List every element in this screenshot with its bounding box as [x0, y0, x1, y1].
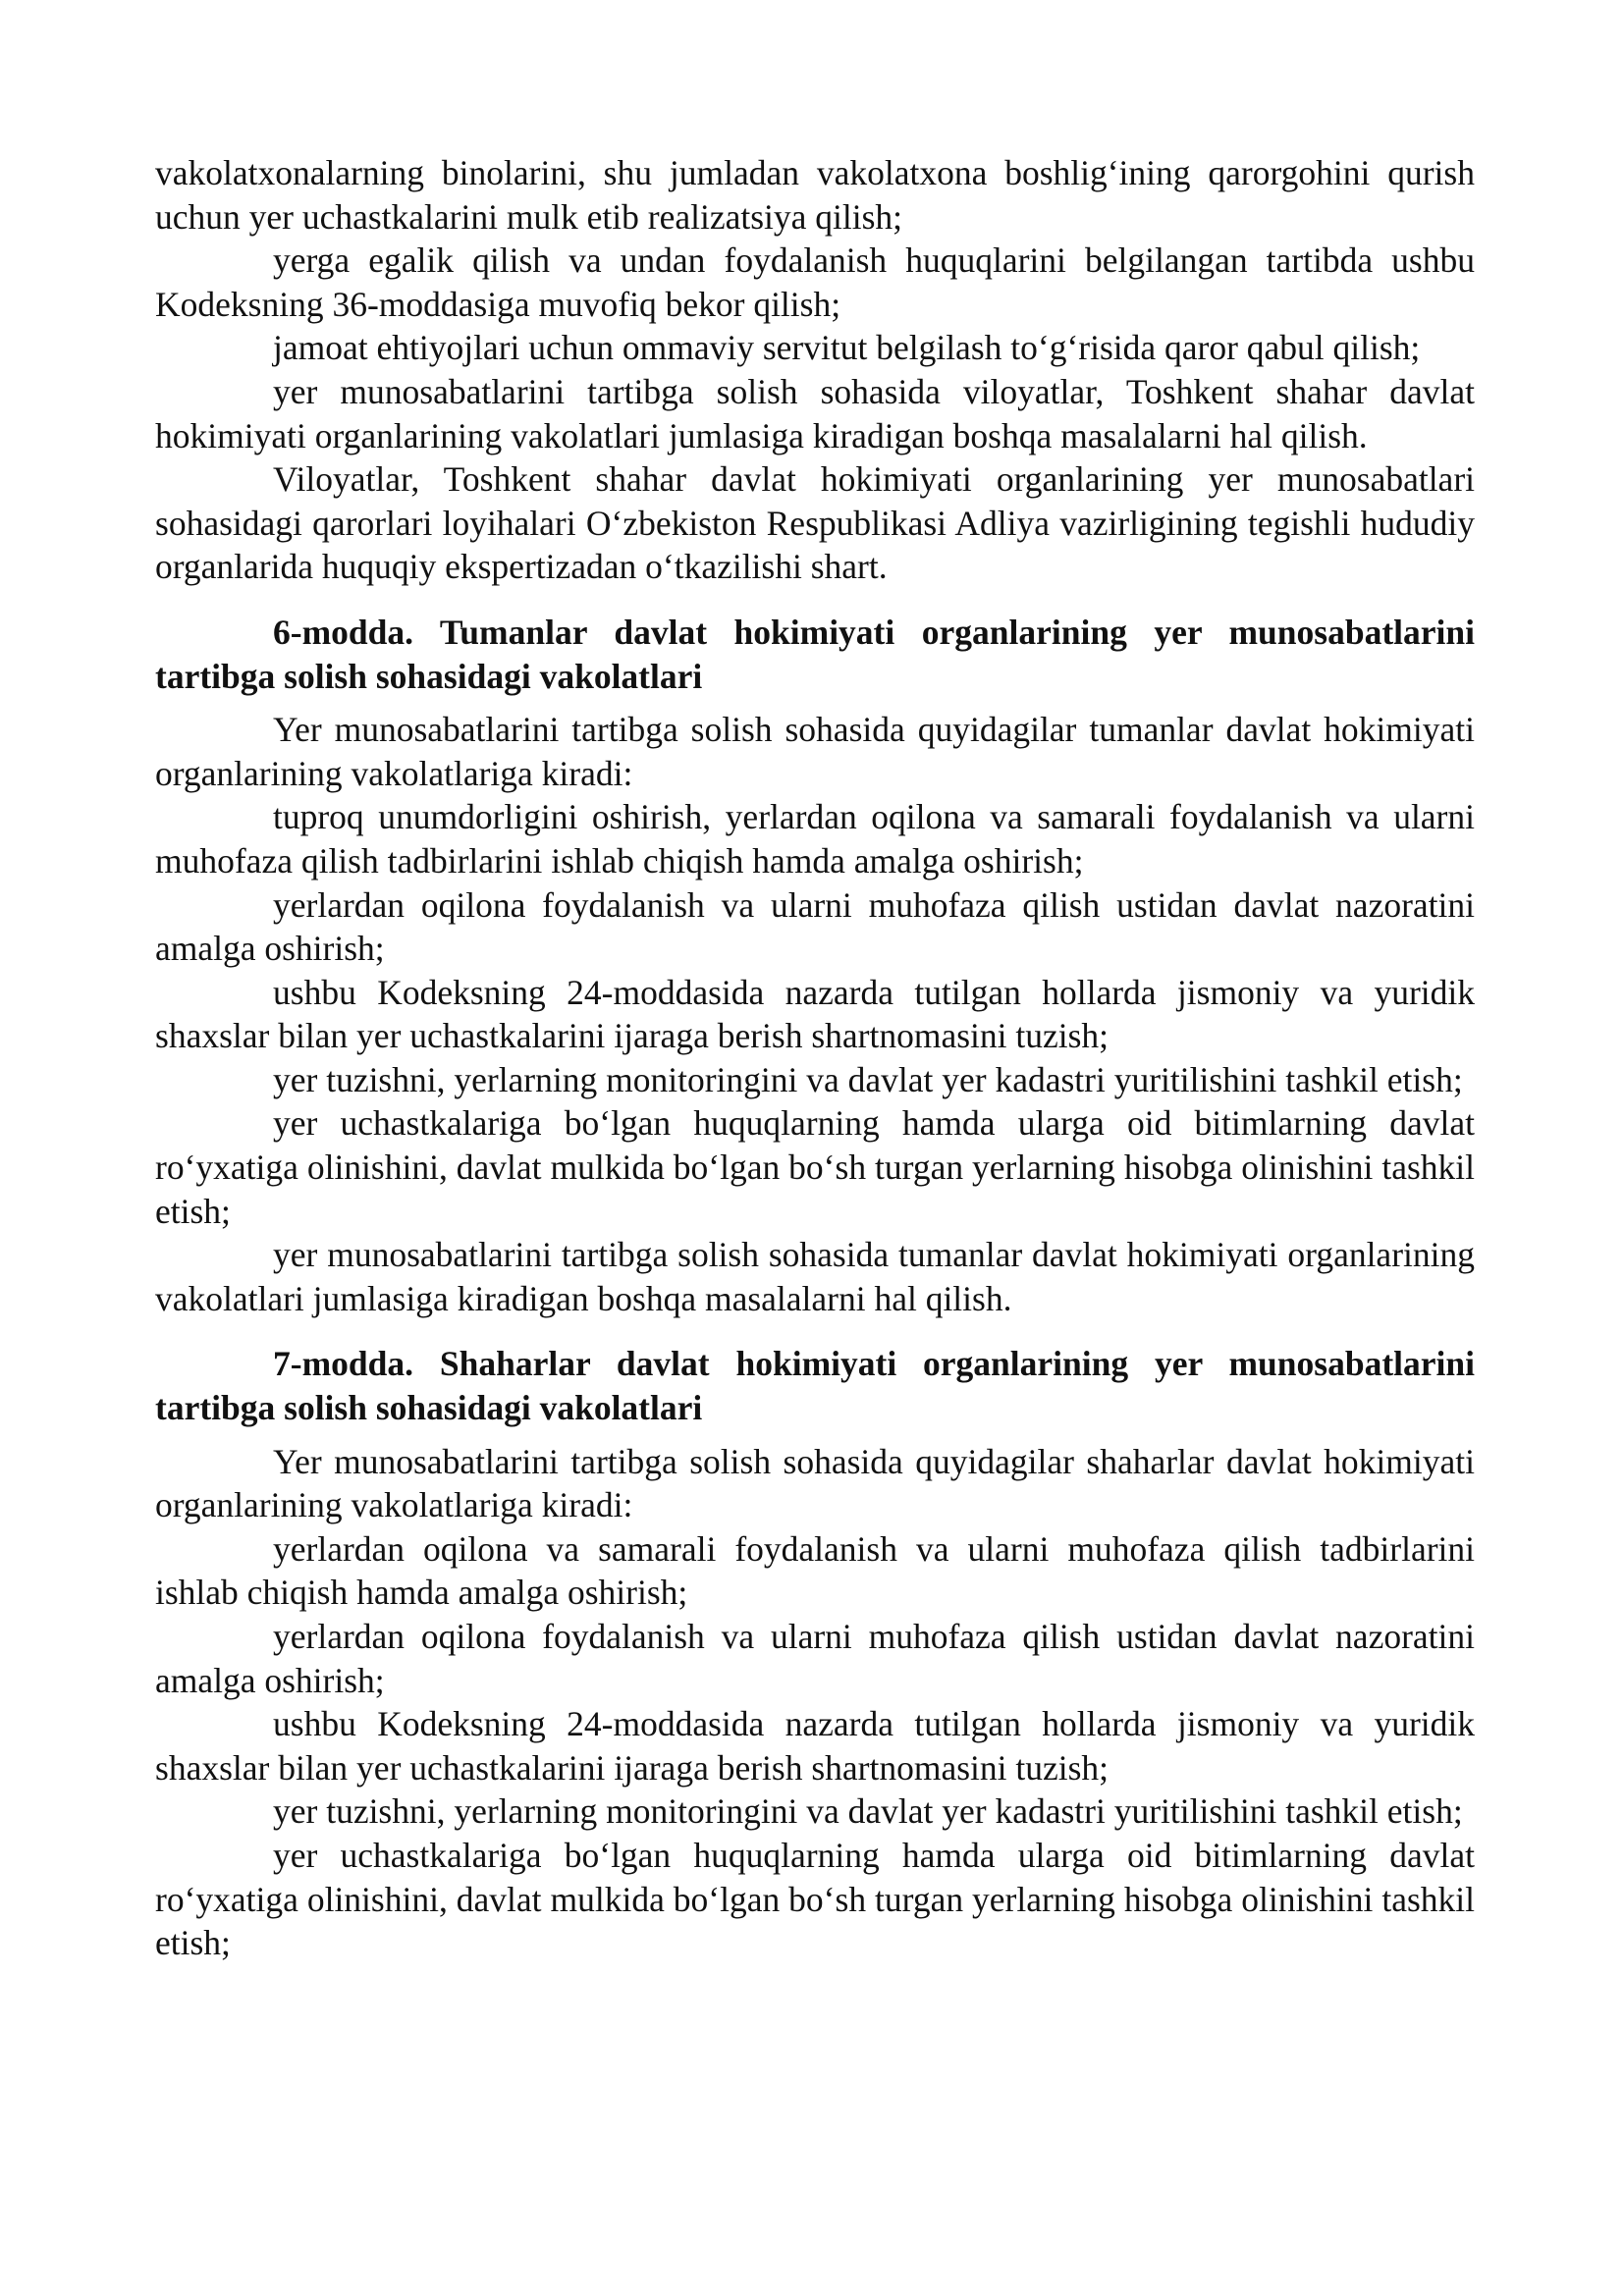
article-6-heading: 6-modda. Tumanlar davlat hokimiyati organlarining yer munosabatlarini tartibga solish sohasidagi vakolatlari: [155, 612, 1475, 696]
document-page: [155, 151, 1475, 1965]
paragraph: Yer munosabatlarini tartibga solish sohasida quyidagilar tumanlar davlat hokimiyati organlarining vakolatlariga kiradi:: [155, 710, 1475, 793]
paragraph: ushbu Kodeksning 24-moddasida nazarda tutilgan hollarda jismoniy va yuridik shaxslar bilan yer uchastkalarini ijaraga berish shartnomasini tuzish;: [155, 972, 1475, 1056]
paragraph: Viloyatlar, Toshkent shahar davlat hokimiyati organlarining yer munosabatlari sohasidagi qarorlari loyihalari O‘zbekiston Respublikasi Adliya vazirligining tegishli hududiy organlarida huquqiy ekspertizadan o‘tkazilishi shart.: [155, 459, 1475, 587]
paragraph: yer munosabatlarini tartibga solish sohasida tumanlar davlat hokimiyati organlarining vakolatlari jumlasiga kiradigan boshqa masalalarni hal qilish.: [155, 1235, 1475, 1318]
paragraph: yerga egalik qilish va undan foydalanish huquqlarini belgilangan tartibda ushbu Kodeksning 36-moddasiga muvofiq bekor qilish;: [155, 240, 1475, 324]
paragraph: yerlardan oqilona va samarali foydalanish va ularni muhofaza qilish tadbirlarini ishlab chiqish hamda amalga oshirish;: [155, 1528, 1475, 1613]
paragraph: yerlardan oqilona foydalanish va ularni muhofaza qilish ustidan davlat nazoratini amalga oshirish;: [155, 884, 1475, 969]
paragraph: yerlardan oqilona foydalanish va ularni muhofaza qilish ustidan davlat nazoratini amalga oshirish;: [155, 1617, 1475, 1700]
paragraph: yer uchastkalariga bo‘lgan huquqlarning hamda ularga oid bitimlarning davlat ro‘yxatiga olinishini, davlat mulkida bo‘lgan bo‘sh turgan yerlarning hisobga olinishini tashkil etish;: [155, 1103, 1475, 1231]
paragraph: vakolatxonalarning binolarini, shu jumladan vakolatxona boshlig‘ining qarorgohini qurish uchun yer uchastkalarini mulk etib realizatsiya qilish;: [155, 153, 1475, 237]
paragraph: yer uchastkalariga bo‘lgan huquqlarning hamda ularga oid bitimlarning davlat ro‘yxatiga olinishini, davlat mulkida bo‘lgan bo‘sh turgan yerlarning hisobga olinishini tashkil etish;: [155, 1835, 1475, 1963]
paragraph: yer tuzishni, yerlarning monitoringini va davlat yer kadastri yuritilishini tashkil etish;: [273, 1791, 1463, 1832]
paragraph: ushbu Kodeksning 24-moddasida nazarda tutilgan hollarda jismoniy va yuridik shaxslar bilan yer uchastkalarini ijaraga berish shartnomasini tuzish;: [155, 1704, 1475, 1788]
paragraph: yer tuzishni, yerlarning monitoringini va davlat yer kadastri yuritilishini tashkil etish;: [273, 1059, 1463, 1099]
paragraph: tuproq unumdorligini oshirish, yerlardan oqilona va samarali foydalanish va ularni muhofaza qilish tadbirlarini ishlab chiqish hamda amalga oshirish;: [155, 797, 1475, 881]
paragraph: yer munosabatlarini tartibga solish sohasida viloyatlar, Toshkent shahar davlat hokimiyati organlarining vakolatlari jumlasiga kiradigan boshqa masalalarni hal qilish.: [155, 371, 1475, 455]
article-7-heading: 7-modda. Shaharlar davlat hokimiyati organlarining yer munosabatlarini tartibga solish sohasidagi vakolatlari: [155, 1344, 1475, 1428]
paragraph: Yer munosabatlarini tartibga solish sohasida quyidagilar shaharlar davlat hokimiyati organlarining vakolatlariga kiradi:: [155, 1441, 1475, 1525]
paragraph: jamoat ehtiyojlari uchun ommaviy servitut belgilash to‘g‘risida qaror qabul qilish;: [273, 328, 1421, 368]
